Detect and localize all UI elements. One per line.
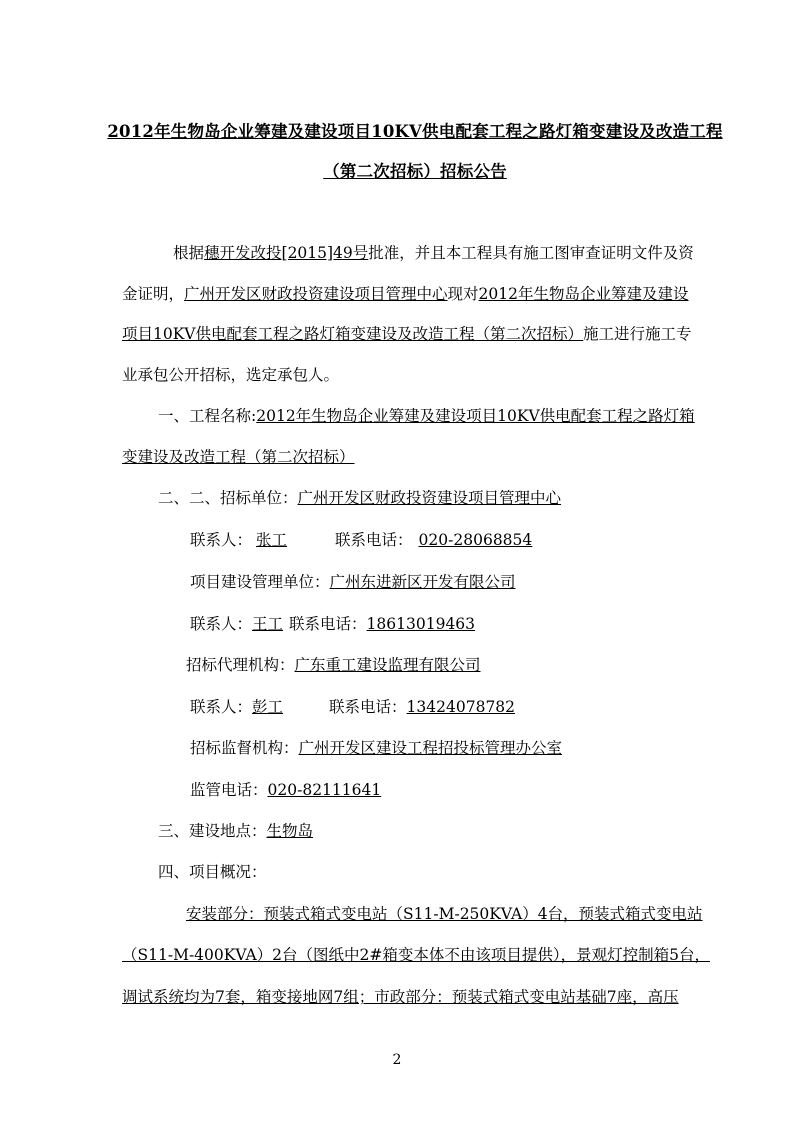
project-name-part1: 2012年生物岛企业筹建及建设 (478, 285, 689, 303)
contact-row-1 (190, 530, 536, 550)
supervise-phone-value: 020-82111641 (267, 781, 382, 799)
intro-line-2 (122, 284, 689, 304)
section1-line-2 (122, 447, 355, 467)
supervise-label: 招标监督机构： (190, 739, 299, 757)
agent-row (186, 655, 487, 675)
agent-value: 广东重工建设监理有限公司 (294, 656, 481, 674)
section4-para-line-2: （S11-M-400KVA）2台（图纸中2#箱变本体不由该项目提供），景观灯控制箱5台， (122, 946, 711, 964)
phone-value: 13424078782 (406, 698, 516, 716)
intro-text: 现对 (447, 285, 479, 303)
section4-label: 四、项目概况： (158, 863, 267, 881)
section2-value: 广州开发区财政投资建设项目管理中心 (297, 489, 562, 507)
section2-header (158, 488, 561, 508)
supervise-row (190, 738, 562, 758)
phone-value: 18613019463 (366, 615, 476, 633)
contact-name: 王工 (252, 615, 284, 633)
contact-label: 联系人： (190, 531, 253, 549)
contact-name: 张工 (256, 531, 288, 549)
intro-text: 根据 (173, 244, 205, 262)
section3-value: 生物岛 (266, 822, 314, 840)
section3-label: 三、建设地点： (158, 822, 267, 840)
intro-line-1 (173, 243, 694, 263)
intro-text: 施工进行施工专 (583, 325, 692, 343)
intro-text: 金证明， (122, 285, 185, 303)
intro-line-3 (122, 324, 692, 344)
section4-para-line-1: 安装部分：预装式箱式变电站（S11-M-250KVA）4台，预装式箱式变电站 (186, 905, 703, 923)
tenderer-name: 广州开发区财政投资建设项目管理中心 (184, 285, 448, 303)
document-title-line1: 2012年生物岛企业筹建及建设项目10KV供电配套工程之路灯箱变建设及改造工程 (107, 122, 723, 141)
section1-value: 2012年生物岛企业筹建及建设项目10KV供电配套工程之路灯箱 (256, 407, 695, 425)
mgmt-label: 项目建设管理单位： (190, 573, 330, 591)
contact-name: 彭工 (252, 698, 284, 716)
document-title-line2: （第二次招标）招标公告 (323, 162, 507, 181)
phone-label: 联系电话： (329, 698, 407, 716)
mgmt-value: 广州东进新区开发有限公司 (329, 573, 516, 591)
phone-label: 联系电话： (335, 531, 413, 549)
contact-label: 联系人： (190, 698, 253, 716)
page-number: 2 (392, 1052, 402, 1068)
intro-text: 批准，并且本工程具有施工图审查证明文件及资 (368, 244, 694, 262)
section1-line-1 (158, 406, 695, 426)
project-name-part2: 项目10KV供电配套工程之路灯箱变建设及改造工程（第二次招标） (122, 325, 583, 343)
phone-label: 联系电话： (289, 615, 367, 633)
phone-value: 020-28068854 (418, 531, 533, 549)
section1-label: 一、工程名称: (158, 407, 257, 425)
supervise-phone-row (190, 780, 387, 800)
section3-row (158, 821, 313, 841)
supervise-value: 广州开发区建设工程招投标管理办公室 (298, 739, 563, 757)
section1-value-cont: 变建设及改造工程（第二次招标） (122, 448, 355, 466)
agent-label: 招标代理机构： (186, 656, 295, 674)
section4-para-line-3: 调试系统均为7套，箱变接地网7组；市政部分：预装式箱式变电站基础7座，高压 (122, 988, 679, 1006)
supervise-phone-label: 监管电话： (190, 781, 268, 799)
contact-row-3 (190, 697, 515, 717)
section2-label: 二、二、招标单位： (158, 489, 298, 507)
contact-label: 联系人： (190, 615, 253, 633)
mgmt-unit-row (190, 572, 516, 592)
approval-number: 穗开发改投[2015]49号 (204, 244, 369, 262)
intro-line-4: 业承包公开招标，选定承包人。 (122, 366, 340, 384)
contact-row-2 (190, 614, 475, 634)
